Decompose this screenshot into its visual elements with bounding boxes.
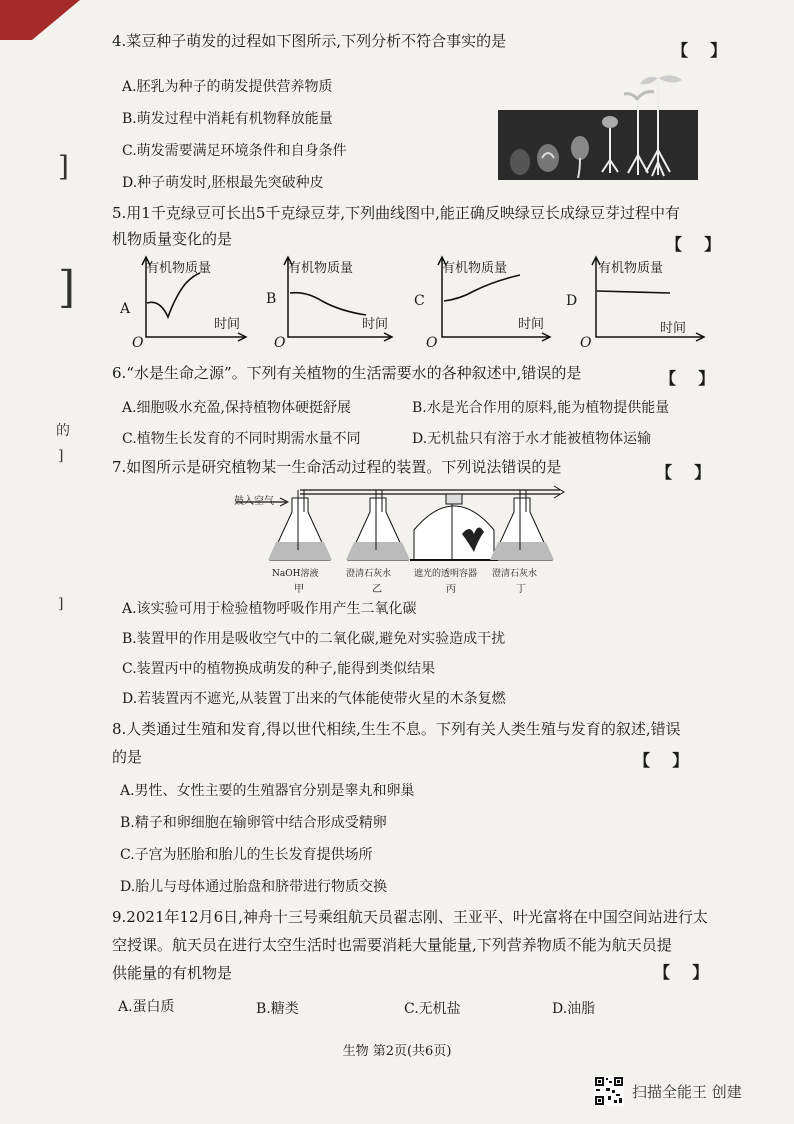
scanner-watermark-text: 扫描全能王 创建	[632, 1082, 742, 1101]
graph-d-origin: O	[580, 335, 592, 351]
side-mark-4: ]	[58, 448, 64, 464]
side-mark-3: 的	[56, 423, 70, 439]
bean-germination-figure	[498, 70, 698, 180]
graph-letter-c: C	[414, 293, 425, 309]
q7-option-d[interactable]: D.若装置丙不遮光,从装置丁出来的气体能使带火星的木条复燃	[122, 691, 506, 707]
exam-page	[100, 0, 740, 1124]
q6-option-a[interactable]: A.细胞吸水充盈,保持植物体硬挺舒展	[122, 400, 352, 416]
q9-answer-bracket[interactable]: 【 】	[654, 963, 709, 982]
graph-c-ylabel: 有机物质量	[442, 261, 508, 276]
graph-letter-b: B	[266, 291, 277, 307]
graph-letter-a: A	[120, 301, 131, 317]
q4-option-a[interactable]: A.胚乳为种子的萌发提供营养物质	[122, 79, 333, 95]
q5-stem-line2: 机物质量变化的是	[112, 230, 233, 248]
side-mark-5: ]	[58, 596, 64, 612]
q7-stem: 7.如图所示是研究植物某一生命活动过程的装置。下列说法错误的是	[112, 458, 562, 476]
q9-option-d[interactable]: D.油脂	[552, 1001, 596, 1017]
apparatus-label-ding: 澄清石灰水	[492, 569, 538, 579]
q6-stem: 6.“水是生命之源”。下列有关植物的生活需要水的各种叙述中,错误的是	[112, 364, 582, 382]
apparatus-label-yi: 澄清石灰水	[346, 569, 392, 579]
q8-stem-line2: 的是	[112, 748, 143, 766]
q9-option-b[interactable]: B.糖类	[256, 1001, 299, 1017]
q6-option-b[interactable]: B.水是光合作用的原料,能为植物提供能量	[412, 400, 670, 416]
q8-option-b[interactable]: B.精子和卵细胞在输卵管中结合形成受精卵	[120, 815, 387, 831]
graph-b-ylabel: 有机物质量	[288, 261, 354, 276]
q8-option-d[interactable]: D.胎儿与母体通过胎盘和脐带进行物质交换	[120, 879, 388, 895]
q9-stem-line3: 供能量的有机物是	[112, 964, 233, 982]
graph-d-ylabel: 有机物质量	[598, 261, 664, 276]
q8-option-a[interactable]: A.男性、女性主要的生殖器官分别是睾丸和卵巢	[120, 783, 415, 799]
q6-option-c[interactable]: C.植物生长发育的不同时期需水量不同	[122, 431, 361, 447]
apparatus-name-yi: 乙	[372, 584, 382, 595]
page-footer: 生物 第2页(共6页)	[342, 1044, 452, 1059]
scan-corner-mark	[0, 0, 80, 40]
q9-option-c[interactable]: C.无机盐	[404, 1001, 461, 1017]
q7-option-c[interactable]: C.装置丙中的植物换成萌发的种子,能得到类似结果	[122, 661, 436, 677]
q5-answer-bracket[interactable]: 【 】	[666, 235, 721, 254]
q4-option-d[interactable]: D.种子萌发时,胚根最先突破种皮	[122, 175, 324, 191]
q9-option-a[interactable]: A.蛋白质	[118, 999, 175, 1015]
graph-c-xlabel: 时间	[518, 317, 545, 332]
apparatus-name-ding: 丁	[516, 584, 526, 595]
q6-answer-bracket[interactable]: 【 】	[660, 369, 715, 388]
side-mark-2: ]	[58, 262, 76, 313]
side-mark-1: ]	[58, 150, 69, 183]
q7-option-a[interactable]: A.该实验可用于检验植物呼吸作用产生二氧化碳	[122, 601, 417, 617]
q4-answer-bracket[interactable]: 【 】	[672, 41, 727, 60]
q5-stem-line1: 5.用1千克绿豆可长出5千克绿豆芽,下列曲线图中,能正确反映绿豆长成绿豆芽过程中有	[112, 204, 680, 222]
graph-b-origin: O	[274, 335, 286, 351]
q7-answer-bracket[interactable]: 【 】	[656, 463, 711, 482]
q9-stem-line2: 空授课。航天员在进行太空生活时也需要消耗大量能量,下列营养物质不能为航天员提	[112, 936, 672, 954]
apparatus-name-jia: 甲	[294, 584, 304, 595]
graph-a-ylabel: 有机物质量	[146, 261, 212, 276]
apparatus-name-bing: 丙	[446, 584, 456, 595]
q8-option-c[interactable]: C.子宫为胚胎和胎儿的生长发育提供场所	[120, 847, 373, 863]
q6-option-d[interactable]: D.无机盐只有溶于水才能被植物体运输	[412, 431, 652, 447]
apparatus-label-jia: NaOH溶液	[272, 569, 319, 579]
graph-a-xlabel: 时间	[214, 317, 241, 332]
scanner-watermark	[594, 1076, 784, 1106]
q4-option-b[interactable]: B.萌发过程中消耗有机物释放能量	[122, 111, 333, 127]
graph-c-origin: O	[426, 335, 438, 351]
q4-option-c[interactable]: C.萌发需要满足环境条件和自身条件	[122, 143, 347, 159]
q9-stem-line1: 9.2021年12月6日,神舟十三号乘组航天员翟志刚、王亚平、叶光富将在中国空间站进行太	[112, 908, 708, 926]
q4-stem: 4.菜豆种子萌发的过程如下图所示,下列分析不符合事实的是	[112, 32, 507, 50]
q7-apparatus-figure	[234, 476, 574, 596]
apparatus-inlet-label: 鼓入空气	[234, 496, 274, 507]
graph-a-origin: O	[132, 335, 144, 351]
graph-letter-d: D	[566, 293, 578, 309]
q7-option-b[interactable]: B.装置甲的作用是吸收空气中的二氧化碳,避免对实验造成干扰	[122, 631, 506, 647]
apparatus-label-bing: 遮光的透明容器	[414, 569, 478, 579]
graph-b-xlabel: 时间	[362, 317, 389, 332]
q8-stem-line1: 8.人类通过生殖和发育,得以世代相续,生生不息。下列有关人类生殖与发育的叙述,错误	[112, 720, 681, 738]
graph-d-xlabel: 时间	[660, 321, 687, 336]
q8-answer-bracket[interactable]: 【 】	[634, 751, 689, 770]
qr-code-icon	[594, 1076, 624, 1106]
